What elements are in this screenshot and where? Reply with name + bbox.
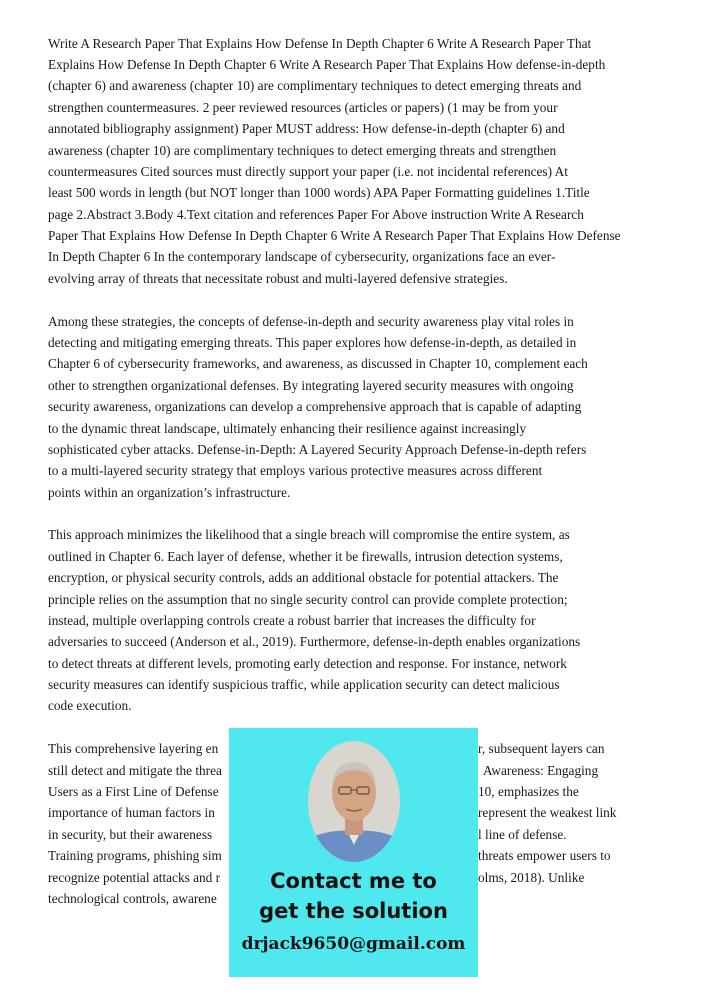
ad-email-link[interactable]: drjack9650@gmail.com [241,934,466,954]
ad-headline-line1: Contact me to [270,869,437,893]
text-line: points within an organization’s infrastructure. [48,485,291,500]
text-line: Users as a First Line of Defense [48,784,219,799]
contact-ad-banner[interactable] [229,728,478,977]
text-line: sophisticated cyber attacks. Defense-in-Depth: A Layered Security Approach Defense-in-depth refers [48,442,587,457]
text-line: still detect and mitigate the threa [48,763,222,778]
text-line: in security, but their awareness [48,827,213,842]
text-line: (chapter 6) and awareness (chapter 10) are complimentary techniques to detect emerging threats and [48,78,582,93]
text-line: Write A Research Paper That Explains How Defense In Depth Chapter 6 Write A Research Paper That [48,36,592,51]
text-line-fragment: olms, 2018). Unlike [478,870,585,885]
text-line: In Depth Chapter 6 In the contemporary landscape of cybersecurity, organizations face an ever- [48,249,556,264]
text-line: instead, multiple overlapping controls create a robust barrier that increases the difficulty for [48,613,536,628]
text-line: Paper That Explains How Defense In Depth Chapter 6 Write A Research Paper That Explains How Defense [48,228,621,243]
text-line: Chapter 6 of cybersecurity frameworks, and awareness, as discussed in Chapter 10, complement each [48,356,588,371]
text-line-fragment: r, subsequent layers can [478,741,605,756]
ad-headline-line2: get the solution [259,899,448,923]
text-line: page 2.Abstract 3.Body 4.Text citation and references Paper For Above instruction Write A Research [48,207,584,222]
text-line-fragment: represent the weakest link [478,805,617,820]
text-line: Training programs, phishing sim [48,848,222,863]
text-line: Among these strategies, the concepts of defense-in-depth and security awareness play vital roles in [48,314,574,329]
text-line: recognize potential attacks and r [48,870,221,885]
text-line: adversaries to succeed (Anderson et al., 2019). Furthermore, defense-in-depth enables organizations [48,634,581,649]
text-line: Explains How Defense In Depth Chapter 6 Write A Research Paper That Explains How defense-in-depth [48,57,606,72]
text-line-fragment: threats empower users to [478,848,611,863]
text-line: This comprehensive layering en [48,741,219,756]
text-line: importance of human factors in [48,805,215,820]
text-line: to a multi-layered security strategy that employs various protective measures across different [48,463,543,478]
text-line-fragment: 10, emphasizes the [478,784,579,799]
text-line-fragment: Awareness: Engaging [483,763,599,778]
text-line: detecting and mitigating emerging threats. This paper explores how defense-in-depth, as detailed in [48,335,577,350]
text-line: outlined in Chapter 6. Each layer of defense, whether it be firewalls, intrusion detection systems, [48,549,563,564]
text-line: annotated bibliography assignment) Paper MUST address: How defense-in-depth (chapter 6) and [48,121,565,136]
text-line: to detect threats at different levels, promoting early detection and response. For instance, network [48,656,567,671]
text-line: code execution. [48,698,132,713]
text-line: strengthen countermeasures. 2 peer reviewed resources (articles or papers) (1 may be from your [48,100,558,115]
text-line: security measures can identify suspicious traffic, while application security can detect malicious [48,677,560,692]
text-line: This approach minimizes the likelihood that a single breach will compromise the entire system, as [48,527,570,542]
text-line: encryption, or physical security controls, adds an additional obstacle for potential attackers. The [48,570,559,585]
text-line: technological controls, awarene [48,891,217,906]
text-line: security awareness, organizations can develop a comprehensive approach that is capable of adapting [48,399,582,414]
text-line: to the dynamic threat landscape, ultimately enhancing their resilience against increasingly [48,421,527,436]
text-line-fragment: l line of defense. [478,827,567,842]
text-line: countermeasures Cited sources must directly support your paper (i.e. not incidental references) At [48,164,568,179]
text-line: principle relies on the assumption that no single security control can provide complete protection; [48,592,568,607]
portrait-photo [308,741,400,862]
text-line: least 500 words in length (but NOT longer than 1000 words) APA Paper Formatting guidelines 1.Title [48,185,590,200]
text-line: other to strengthen organizational defenses. By integrating layered security measures with ongoing [48,378,574,393]
text-line: awareness (chapter 10) are complimentary techniques to detect emerging threats and strengthen [48,143,557,158]
text-line: evolving array of threats that necessitate robust and multi-layered defensive strategies. [48,271,508,286]
